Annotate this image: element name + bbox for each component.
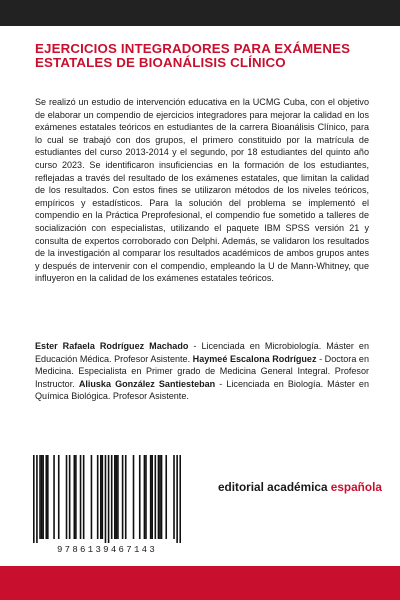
barcode-bar xyxy=(69,455,71,539)
barcode-bar xyxy=(97,455,99,539)
barcode-bar xyxy=(58,455,60,539)
barcode-bar xyxy=(144,455,146,539)
author-name: Ester Rafaela Rodríguez Machado xyxy=(35,341,189,351)
barcode-bar xyxy=(176,455,178,543)
top-band xyxy=(0,0,400,26)
barcode-bar xyxy=(80,455,82,539)
barcode-bar xyxy=(36,455,38,543)
barcode-bar xyxy=(100,455,102,539)
barcode-bar xyxy=(111,455,113,539)
barcode-bar xyxy=(53,455,55,539)
barcode-bar xyxy=(42,455,44,539)
author-name: Haymeé Escalona Rodríguez xyxy=(192,353,317,364)
barcode-bar xyxy=(83,455,85,539)
barcode-bar xyxy=(47,455,49,539)
barcode-bar xyxy=(116,455,118,539)
barcode-bar xyxy=(102,455,104,539)
barcode-bar xyxy=(179,455,181,543)
barcode-bar xyxy=(74,455,76,539)
barcode-bar xyxy=(139,455,141,539)
barcode-bar xyxy=(158,455,160,539)
barcode-bar xyxy=(122,455,124,539)
barcode-bar xyxy=(165,455,167,539)
barcode-icon xyxy=(33,455,181,543)
book-title: EJERCICIOS INTEGRADORES PARA EXÁMENES ESTATALES DE BIOANÁLISIS CLÍNICO xyxy=(35,41,351,71)
barcode-bar xyxy=(33,455,35,543)
author-bio: - Licenciada en Biología. Máster en Química Biológica. Profesor Asistente. xyxy=(35,378,369,402)
barcode-bar xyxy=(145,455,147,539)
publisher-name-part1: editorial académica xyxy=(218,480,331,494)
barcode-bar xyxy=(105,455,107,543)
authors-block xyxy=(35,340,369,403)
bottom-band xyxy=(0,566,400,600)
barcode-bar xyxy=(45,455,47,539)
barcode-bar xyxy=(151,455,153,539)
barcode xyxy=(33,455,181,559)
barcode-bar xyxy=(108,455,110,543)
barcode-bar xyxy=(114,455,116,539)
barcode-bar xyxy=(91,455,93,539)
isbn-number: 9786139467143 xyxy=(56,545,158,555)
author-bio: - Licenciada en Microbiología. Máster en Educación Médica. Profesor Asistente. xyxy=(35,341,369,364)
barcode-bar xyxy=(150,455,152,539)
barcode-bar xyxy=(41,455,43,539)
barcode-bar xyxy=(125,455,127,539)
author-bio: - Doctora en Medicina. Especialista en Primer grado de Medicina General Integral. Profesor Instructor. xyxy=(35,353,369,389)
barcode-bar xyxy=(159,455,161,539)
barcode-bar xyxy=(155,455,157,539)
barcode-bar xyxy=(117,455,119,539)
barcode-bar xyxy=(161,455,163,539)
abstract-text: Se realizó un estudio de intervención educativa en la UCMG Cuba, con el objetivo de elaborar un compendio de ejercicios integradores para mejorar la calidad en los exámenes estatales teóricos en estudiantes de la carrera Bioanálisis Clínico, para lo cual se trabajó con dos grupos, el primero constituido por la matrícula de estudiantes del curso 2013-2014 y el segundo, por 18 estudiantes del quinto año curso 2023. Se identificaron insuficiencias en la formación de los estudiantes, reflejadas a través del resultado de los exámenes estatales, que limitan la calidad de los resultados. Con estos fines se utilizaron métodos de los niveles teóricos, empíricos y estadísticos. Para la solución del problema se implementó el compendio en la Práctica Preprofesional, el compendio fue sometido a talleres de socialización con especialistas, utilizando el paquete IBM SPSS versión 21 y consulta de expertos corroborado con Delphi. Además, se validaron los resultados de la investigación al comparar los resultados académicos de ambos grupos antes y después de intervenir con el compendio, empleando la U de Mann-Whitney, que influyeron en la calidad de los exámenes estatales teóricos. xyxy=(35,97,369,284)
barcode-bar xyxy=(66,455,68,539)
barcode-bar xyxy=(39,455,41,539)
barcode-bar xyxy=(133,455,135,539)
publisher-name-part2: española xyxy=(330,480,382,494)
publisher-name xyxy=(218,480,382,494)
author-name: Aliuska González Santiesteban xyxy=(78,378,216,389)
barcode-bar xyxy=(75,455,77,539)
barcode-bar xyxy=(173,455,175,539)
